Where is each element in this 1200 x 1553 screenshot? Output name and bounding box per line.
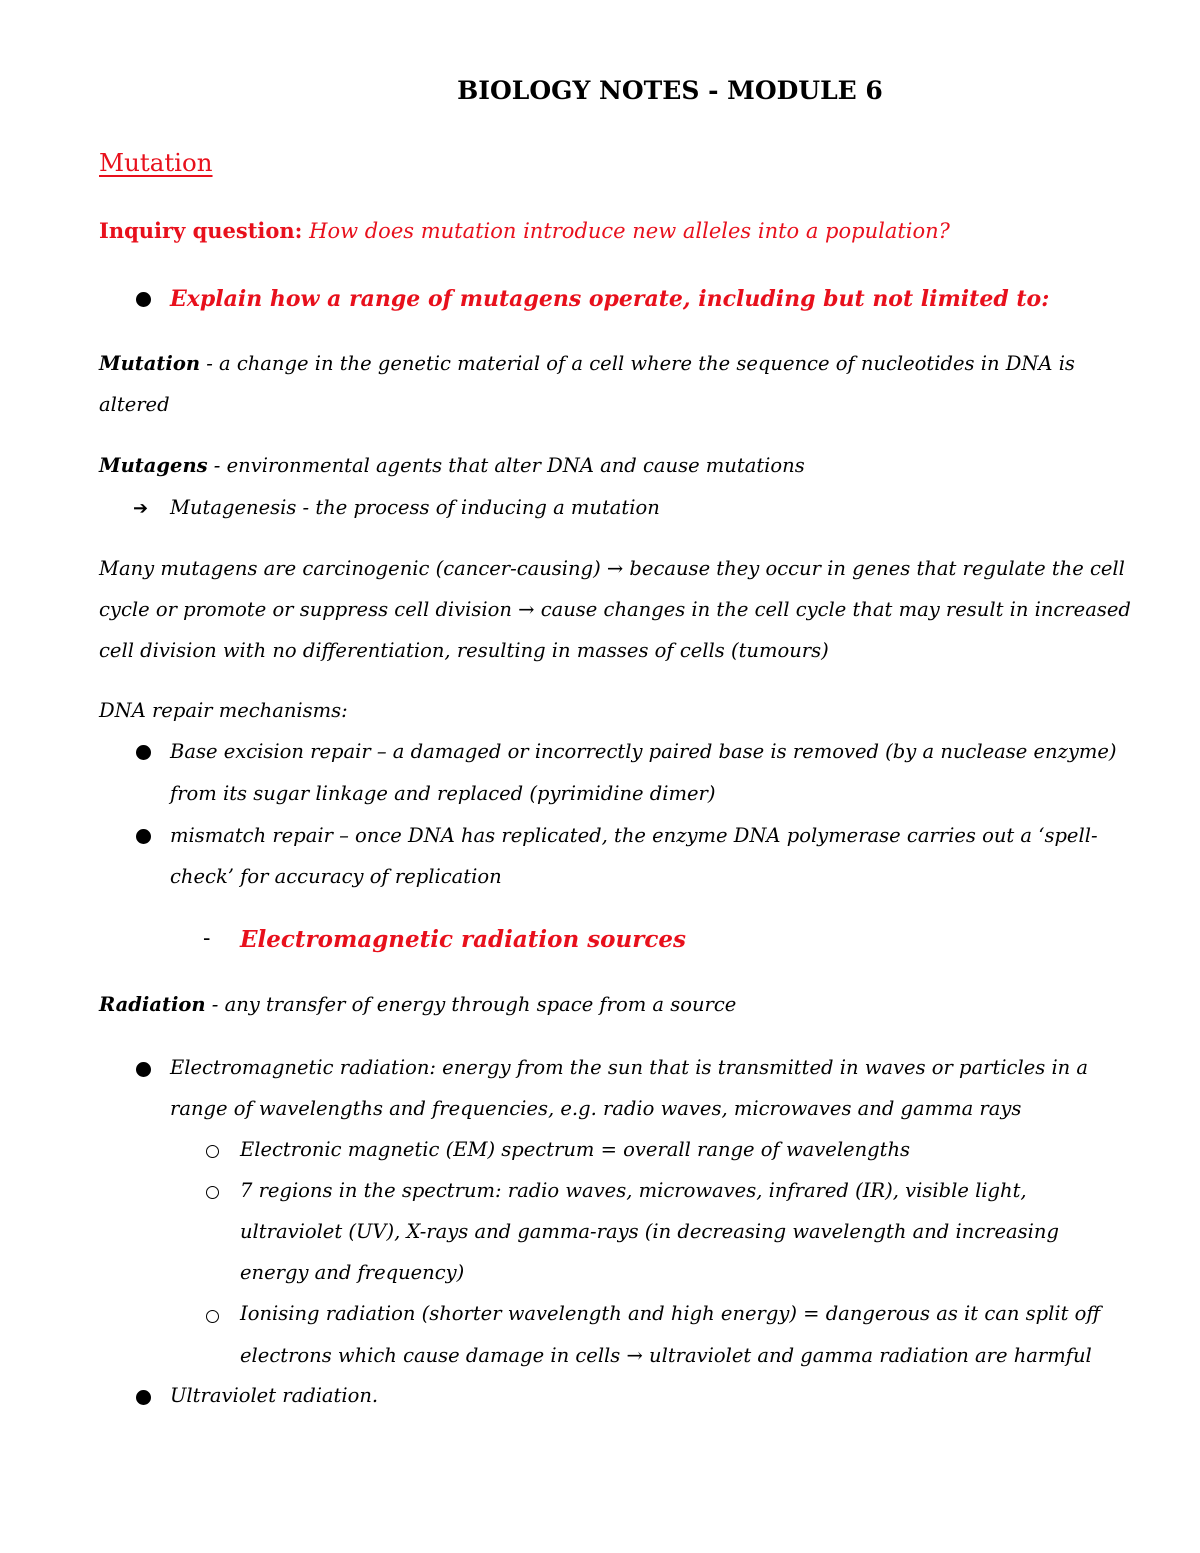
sub-item-3a: Ionising radiation (shorter wavelength and high energy) = dangerous as it can split off [240,1302,1101,1325]
page-title: BIOLOGY NOTES - MODULE 6 [457,76,883,105]
bullet-icon [136,745,151,760]
bullet-icon [136,829,151,844]
repair-heading: DNA repair mechanisms: [99,699,348,722]
mutagens-term: Mutagens [99,454,208,477]
bullet-icon [136,1062,151,1077]
em-item-1a: Electromagnetic radiation: energy from the sun that is transmitted in waves or particles in a [170,1056,1089,1079]
em-item-1b: range of wavelengths and frequencies, e.g. radio waves, microwaves and gamma rays [170,1097,1022,1120]
radiation-term: Radiation [99,993,206,1016]
sub-item-2a: 7 regions in the spectrum: radio waves, microwaves, infrared (IR), visible light, [240,1179,1027,1202]
bullet-icon [136,292,151,307]
sub-item-2c: energy and frequency) [240,1261,465,1284]
mutation-definition [99,354,1075,374]
bullet-icon [136,1390,151,1405]
sub-item-3b: electrons which cause damage in cells → ultraviolet and gamma radiation are harmful [240,1344,1092,1367]
section-heading: Mutation [99,148,213,177]
radiation-definition [99,995,736,1015]
mutation-def-cont: altered [99,393,170,416]
circle-bullet-icon [206,1310,219,1323]
em-heading: Electromagnetic radiation sources [240,926,686,953]
carcinogenic-line-3: cell division with no differentiation, resulting in masses of cells (tumours) [99,639,829,662]
arrow-right-icon: ➔ [133,498,149,519]
repair-item-2a: mismatch repair – once DNA has replicated, the enzyme DNA polymerase carries out a ‘spell- [170,824,1098,847]
sub-item-1: Electronic magnetic (EM) spectrum = overall range of wavelengths [240,1138,911,1161]
mutation-def: - a change in the genetic material of a cell where the sequence of nucleotides in DNA is [200,352,1075,375]
carcinogenic-line-1: Many mutagens are carcinogenic (cancer-causing) → because they occur in genes that regulate the cell [99,557,1125,580]
sub-item-2b: ultraviolet (UV), X-rays and gamma-rays (in decreasing wavelength and increasing [240,1220,1059,1243]
circle-bullet-icon [206,1186,219,1199]
inquiry-label: Inquiry question: [99,218,303,243]
mutagens-def: - environmental agents that alter DNA and cause mutations [207,454,805,477]
inquiry-line [99,220,950,242]
mutagens-definition [99,456,805,476]
circle-bullet-icon [206,1145,219,1158]
repair-item-1b: from its sugar linkage and replaced (pyrimidine dimer) [170,782,716,805]
uv-item: Ultraviolet radiation. [170,1384,379,1407]
mutagenesis-line: Mutagenesis - the process of inducing a mutation [170,496,660,519]
repair-item-1a: Base excision repair – a damaged or incorrectly paired base is removed (by a nuclease enzyme) [170,740,1117,763]
dash-icon: - [203,926,211,951]
radiation-def: - any transfer of energy through space from a source [205,993,737,1016]
carcinogenic-line-2: cycle or promote or suppress cell division → cause changes in the cell cycle that may result in increased [99,598,1131,621]
repair-item-2b: check’ for accuracy of replication [170,865,502,888]
inquiry-text: How does mutation introduce new alleles into a population? [309,219,950,243]
mutation-term: Mutation [99,352,201,375]
explain-heading: Explain how a range of mutagens operate, including but not limited to: [170,286,1050,312]
